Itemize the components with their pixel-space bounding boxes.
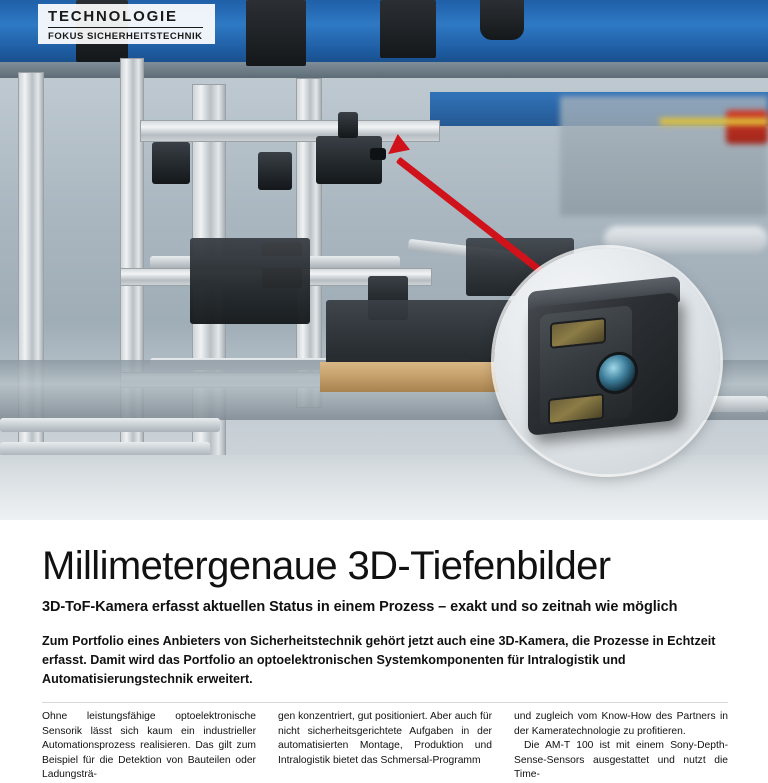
column-1-paragraph-1: Ohne leistungsfähige optoelektronische Sensorik lässt sich kaum ein industrieller Automationsprozess realisieren. Das gilt zum Beispiel für die Detektion von Bauteilen oder Ladungsträ- bbox=[42, 711, 256, 781]
article-column-1 bbox=[42, 710, 256, 783]
roller-conveyor-foreground bbox=[0, 418, 220, 432]
overhead-machine-box-2 bbox=[246, 0, 306, 66]
column-3-paragraph-1: und zugleich vom Know-How des Partners in der Kameratechnologie zu profitieren. bbox=[514, 711, 728, 737]
article-columns bbox=[42, 710, 728, 783]
factory-floor bbox=[0, 455, 768, 520]
camera-closeup-inset bbox=[494, 248, 720, 474]
overhead-machine-box-4 bbox=[480, 0, 524, 40]
transport-crate-1 bbox=[190, 238, 310, 324]
column-2-paragraph-1: gen konzentriert, gut positioniert. Aber auch für nicht sicherheitsgerichtete Aufgaben in der automatisierten Montage, Produktion und Intralogistik bietet das Schmersal-Programm bbox=[278, 711, 492, 766]
overhead-conveyor-underside bbox=[0, 62, 768, 78]
article-subhead: 3D-ToF-Kamera erfasst aktuellen Status in einem Prozess – exakt und so zeitnah wie möglich bbox=[42, 599, 678, 615]
tof-camera-device bbox=[316, 136, 382, 184]
overhead-machine-box-3 bbox=[380, 0, 436, 58]
article-divider bbox=[42, 702, 728, 703]
roller-conveyor-foreground-2 bbox=[0, 442, 210, 456]
article-lead-paragraph: Zum Portfolio eines Anbieters von Sicherheitstechnik gehört jetzt auch eine 3D-Kamera, die Prozesse in Echtzeit erfasst. Damit wird das Portfolio an optoelektronischen Systemkomponenten für Intralogistik und Automatisierungstechnik erweitert. bbox=[42, 634, 716, 687]
section-kicker bbox=[38, 4, 215, 44]
article-text-area bbox=[0, 520, 768, 781]
bracket-2 bbox=[258, 152, 292, 190]
background-red-machine bbox=[726, 110, 768, 144]
background-yellow-rail bbox=[660, 118, 768, 125]
tof-camera-connector bbox=[370, 148, 386, 160]
column-3-paragraph-2: Die AM-T 100 ist mit einem Sony-Depth-Sense-Sensors ausgestattet und nutzt die Time- bbox=[514, 740, 728, 781]
kicker-focus: FOKUS SICHERHEITSTECHNIK bbox=[48, 27, 203, 42]
article-headline: Millimetergenaue 3D-Tiefenbilder bbox=[42, 544, 611, 588]
article-column-3 bbox=[514, 710, 728, 783]
article-column-2 bbox=[278, 710, 492, 783]
background-cable-duct bbox=[604, 226, 768, 252]
bracket-1 bbox=[152, 142, 190, 184]
tof-camera-mount bbox=[338, 112, 358, 138]
kicker-category: TECHNOLOGIE bbox=[48, 8, 178, 25]
